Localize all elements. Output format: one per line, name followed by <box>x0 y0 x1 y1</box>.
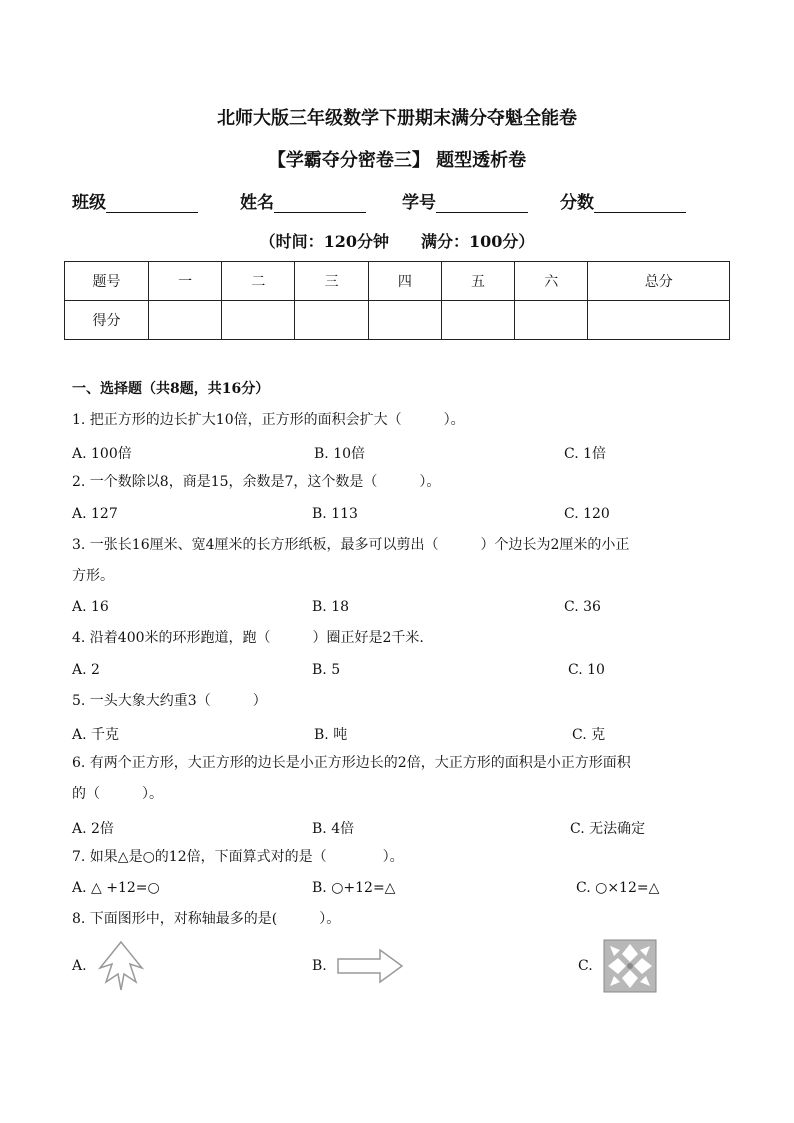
table-cell: 三 <box>295 262 368 301</box>
option-c[interactable]: C. <box>578 958 593 974</box>
score-input-cell[interactable] <box>295 301 368 340</box>
score-label: 分数 <box>560 193 594 213</box>
name-label: 姓名 <box>240 193 274 213</box>
class-label: 班级 <box>72 193 106 213</box>
option-c[interactable]: C. ○×12=△ <box>576 880 660 896</box>
up-arrow-shape-icon <box>96 940 146 992</box>
option-b[interactable]: B. 18 <box>312 599 350 615</box>
paper-title: 北师大版三年级数学下册期末满分夺魁全能卷 <box>217 108 577 129</box>
option-b[interactable]: B. 吨 <box>314 727 348 743</box>
option-c[interactable]: C. 克 <box>572 727 606 743</box>
right-arrow-shape-icon <box>336 948 404 984</box>
question-6: 6. 有两个正方形，大正方形的边长是小正方形边长的2倍，大正方形的面积是小正方形面积 <box>72 755 631 771</box>
question-6-continued: 的（ ）。 <box>72 786 163 802</box>
question-3: 3. 一张长16厘米、宽4厘米的长方形纸板，最多可以剪出（ ）个边长为2厘米的小正 <box>72 537 630 553</box>
score-input-cell[interactable] <box>368 301 441 340</box>
score-table-score-row <box>65 301 730 340</box>
option-c[interactable]: C. 10 <box>568 662 605 678</box>
table-cell: 题号 <box>65 262 149 301</box>
option-a[interactable]: A. △ +12=○ <box>72 880 160 896</box>
class-field[interactable] <box>72 188 198 213</box>
option-b[interactable]: B. <box>312 958 327 974</box>
table-cell: 六 <box>515 262 588 301</box>
option-a[interactable]: A. 2 <box>72 662 100 678</box>
option-b[interactable]: B. 4倍 <box>312 821 355 837</box>
score-field[interactable] <box>560 188 686 213</box>
question-4: 4. 沿着400米的环形跑道，跑（ ）圈正好是2千米. <box>72 630 424 646</box>
table-cell: 四 <box>368 262 441 301</box>
question-5: 5. 一头大象大约重3（ ） <box>72 693 267 709</box>
score-input-cell[interactable] <box>588 301 730 340</box>
option-b[interactable]: B. 10倍 <box>314 446 366 462</box>
table-cell: 总分 <box>588 262 730 301</box>
question-1: 1. 把正方形的边长扩大10倍，正方形的面积会扩大（ ）。 <box>72 412 465 428</box>
table-cell: 一 <box>149 262 222 301</box>
option-c[interactable]: C. 无法确定 <box>570 821 646 837</box>
question-2: 2. 一个数除以8，商是15，余数是7，这个数是（ ）。 <box>72 474 441 490</box>
paper-subtitle: 【学霸夺分密卷三】 题型透析卷 <box>267 150 527 171</box>
option-a[interactable]: A. 100倍 <box>72 446 132 462</box>
score-input-cell[interactable] <box>515 301 588 340</box>
table-cell: 五 <box>441 262 514 301</box>
option-a[interactable]: A. 127 <box>72 506 118 522</box>
score-input-cell[interactable] <box>222 301 295 340</box>
option-a[interactable]: A. 16 <box>72 599 109 615</box>
option-a[interactable]: A. 千克 <box>72 727 120 743</box>
name-field[interactable] <box>240 188 366 213</box>
table-cell: 得分 <box>65 301 149 340</box>
section-title: 一、选择题（共8题，共16分） <box>72 381 270 397</box>
option-a[interactable]: A. <box>72 958 87 974</box>
score-input-cell[interactable] <box>149 301 222 340</box>
option-c[interactable]: C. 120 <box>564 506 610 522</box>
score-table <box>64 261 730 340</box>
option-b[interactable]: B. ○+12=△ <box>312 880 396 896</box>
score-table-header-row <box>65 262 730 301</box>
question-8: 8. 下面图形中，对称轴最多的是( ）。 <box>72 911 341 927</box>
student-id-label: 学号 <box>402 193 436 213</box>
score-input-cell[interactable] <box>441 301 514 340</box>
time-info: （时间：120分钟 满分：100分） <box>259 232 535 251</box>
option-c[interactable]: C. 36 <box>564 599 601 615</box>
option-b[interactable]: B. 113 <box>312 506 358 522</box>
student-id-field[interactable] <box>402 188 528 213</box>
option-c[interactable]: C. 1倍 <box>564 446 607 462</box>
table-cell: 二 <box>222 262 295 301</box>
symmetric-pattern-shape-icon <box>602 938 658 994</box>
question-7: 7. 如果△是○的12倍，下面算式对的是（ ）。 <box>72 849 404 865</box>
question-3-continued: 方形。 <box>72 568 114 584</box>
option-b[interactable]: B. 5 <box>312 662 341 678</box>
option-a[interactable]: A. 2倍 <box>72 821 114 837</box>
